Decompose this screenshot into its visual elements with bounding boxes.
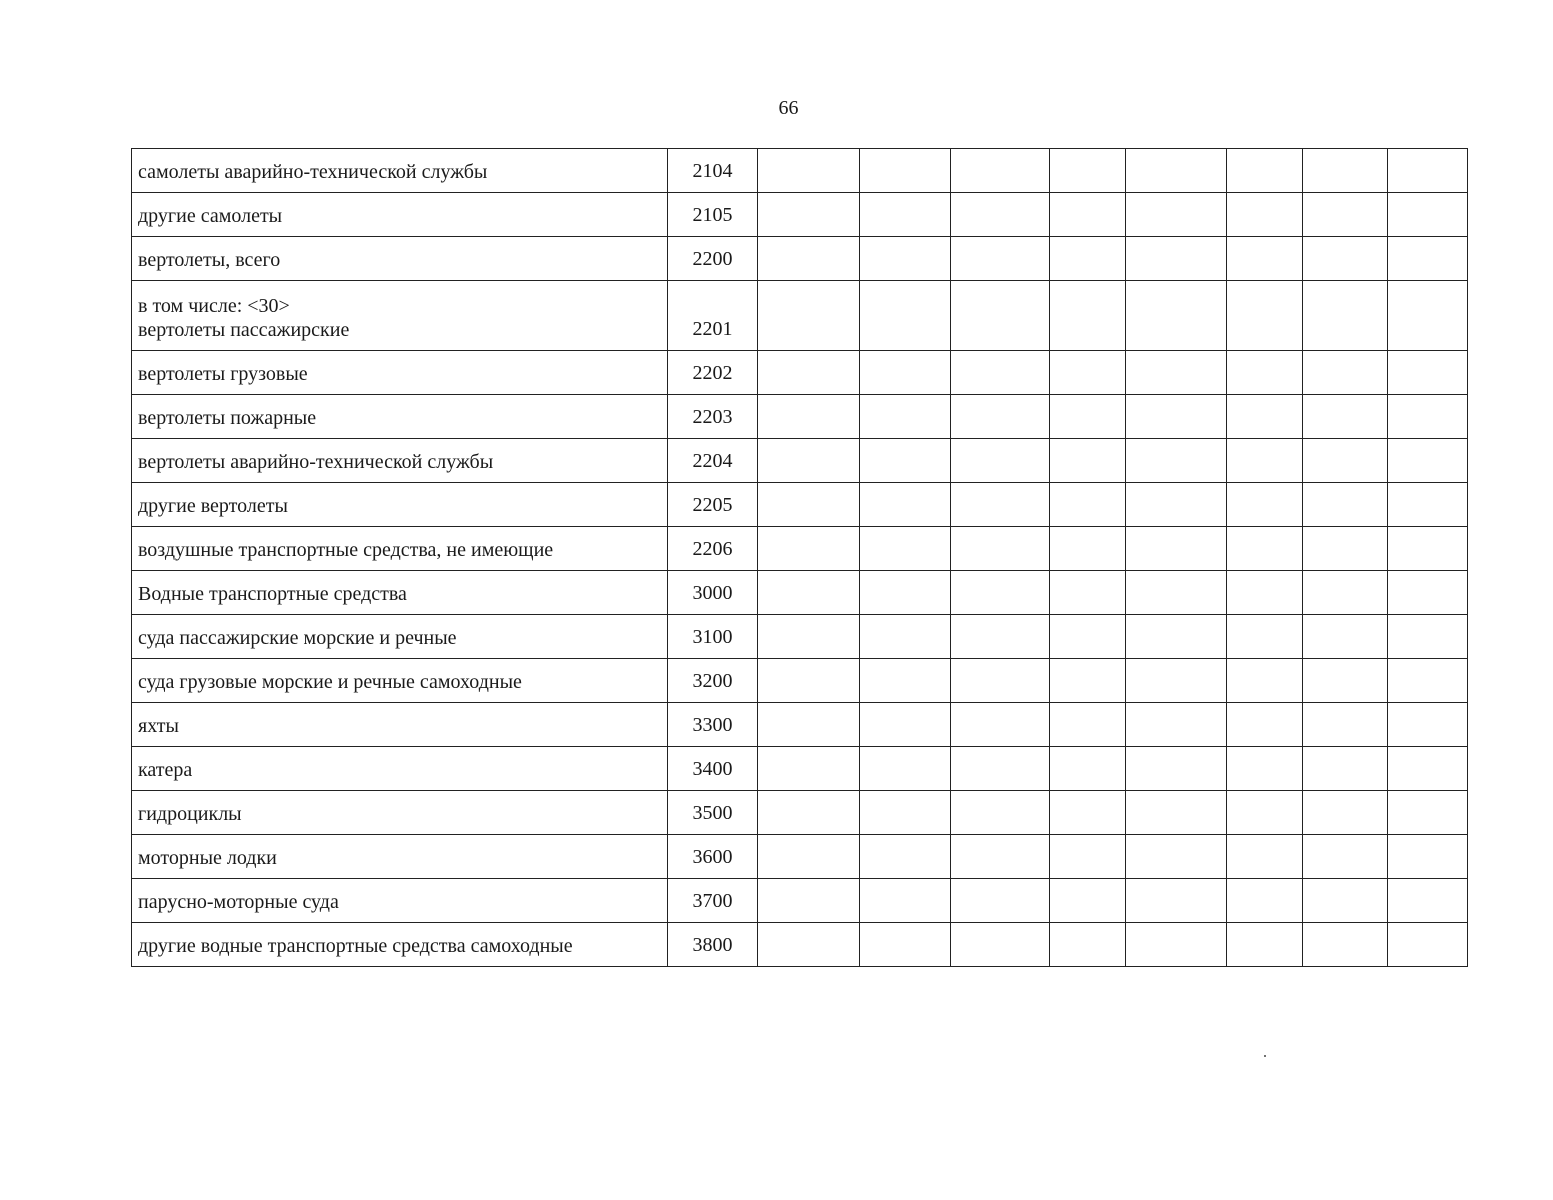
empty-data-cell[interactable] (758, 571, 860, 615)
empty-data-cell[interactable] (860, 659, 951, 703)
empty-data-cell[interactable] (758, 193, 860, 237)
empty-data-cell[interactable] (1126, 571, 1227, 615)
table-row (132, 351, 1468, 395)
empty-data-cell[interactable] (1227, 923, 1303, 967)
empty-data-cell[interactable] (758, 923, 860, 967)
row-name-cell (132, 149, 668, 193)
empty-data-cell[interactable] (1388, 571, 1468, 615)
row-code-cell: 2201 (668, 281, 758, 351)
empty-data-cell[interactable] (1126, 351, 1227, 395)
row-name-text: вертолеты аварийно-технической службы (138, 451, 494, 473)
empty-data-cell[interactable] (1388, 149, 1468, 193)
row-code-cell: 3500 (668, 791, 758, 835)
empty-data-cell[interactable] (860, 149, 951, 193)
empty-data-cell[interactable] (1227, 659, 1303, 703)
empty-data-cell[interactable] (860, 483, 951, 527)
empty-data-cell[interactable] (1388, 835, 1468, 879)
table-body (132, 149, 1468, 967)
empty-data-cell[interactable] (951, 395, 1050, 439)
empty-data-cell[interactable] (951, 439, 1050, 483)
empty-data-cell[interactable] (1303, 193, 1388, 237)
empty-data-cell[interactable] (1126, 615, 1227, 659)
empty-data-cell[interactable] (758, 439, 860, 483)
empty-data-cell[interactable] (1303, 879, 1388, 923)
row-code-cell: 3300 (668, 703, 758, 747)
empty-data-cell[interactable] (1303, 281, 1388, 351)
empty-data-cell[interactable] (951, 237, 1050, 281)
empty-data-cell[interactable] (1388, 703, 1468, 747)
empty-data-cell[interactable] (860, 571, 951, 615)
row-name-cell (132, 281, 668, 351)
empty-data-cell[interactable] (1050, 791, 1126, 835)
empty-data-cell[interactable] (1303, 527, 1388, 571)
empty-data-cell[interactable] (1126, 879, 1227, 923)
empty-data-cell[interactable] (1126, 703, 1227, 747)
empty-data-cell[interactable] (1388, 351, 1468, 395)
row-name-text: другие водные транспортные средства самоходные (138, 935, 573, 957)
empty-data-cell[interactable] (1050, 659, 1126, 703)
empty-data-cell[interactable] (951, 351, 1050, 395)
empty-data-cell[interactable] (860, 747, 951, 791)
row-code-cell: 3000 (668, 571, 758, 615)
empty-data-cell[interactable] (1227, 527, 1303, 571)
row-code-cell: 2105 (668, 193, 758, 237)
empty-data-cell[interactable] (1388, 791, 1468, 835)
vehicle-form-table (131, 148, 1468, 967)
empty-data-cell[interactable] (1126, 439, 1227, 483)
empty-data-cell[interactable] (1227, 703, 1303, 747)
row-name-cell (132, 193, 668, 237)
empty-data-cell[interactable] (1303, 791, 1388, 835)
row-code-cell: 2206 (668, 527, 758, 571)
row-name-cell (132, 615, 668, 659)
empty-data-cell[interactable] (1126, 395, 1227, 439)
row-code-cell: 3800 (668, 923, 758, 967)
row-code-cell: 2205 (668, 483, 758, 527)
empty-data-cell[interactable] (1126, 237, 1227, 281)
empty-data-cell[interactable] (1126, 281, 1227, 351)
row-code-cell: 3600 (668, 835, 758, 879)
empty-data-cell[interactable] (1227, 193, 1303, 237)
empty-data-cell[interactable] (1050, 483, 1126, 527)
row-name-cell (132, 483, 668, 527)
empty-data-cell[interactable] (1227, 281, 1303, 351)
empty-data-cell[interactable] (860, 351, 951, 395)
row-name-cell (132, 237, 668, 281)
empty-data-cell[interactable] (951, 703, 1050, 747)
row-name-text: моторные лодки (138, 847, 277, 869)
row-code-cell: 2203 (668, 395, 758, 439)
row-code-cell: 2104 (668, 149, 758, 193)
row-name-text: катера (138, 759, 193, 781)
row-name-text: самолеты аварийно-технической службы (138, 161, 488, 183)
row-name-cell (132, 703, 668, 747)
empty-data-cell[interactable] (860, 193, 951, 237)
empty-data-cell[interactable] (1050, 395, 1126, 439)
empty-data-cell[interactable] (1303, 747, 1388, 791)
row-name-cell (132, 395, 668, 439)
table-row (132, 879, 1468, 923)
empty-data-cell[interactable] (1388, 281, 1468, 351)
row-name-cell (132, 923, 668, 967)
row-name-text: гидроциклы (138, 803, 242, 825)
empty-data-cell[interactable] (1227, 835, 1303, 879)
empty-data-cell[interactable] (1227, 747, 1303, 791)
table-row (132, 923, 1468, 967)
row-code-cell: 3200 (668, 659, 758, 703)
empty-data-cell[interactable] (951, 193, 1050, 237)
empty-data-cell[interactable] (1227, 351, 1303, 395)
row-name-cell (132, 571, 668, 615)
row-name-text: другие самолеты (138, 205, 283, 227)
empty-data-cell[interactable] (1303, 237, 1388, 281)
empty-data-cell[interactable] (1126, 193, 1227, 237)
empty-data-cell[interactable] (1126, 483, 1227, 527)
table-row (132, 571, 1468, 615)
empty-data-cell[interactable] (1050, 571, 1126, 615)
empty-data-cell[interactable] (1227, 571, 1303, 615)
empty-data-cell[interactable] (951, 483, 1050, 527)
empty-data-cell[interactable] (951, 527, 1050, 571)
empty-data-cell[interactable] (1303, 483, 1388, 527)
empty-data-cell[interactable] (860, 835, 951, 879)
table-row (132, 237, 1468, 281)
page-number: 66 (778, 97, 799, 119)
row-name-cell (132, 747, 668, 791)
empty-data-cell[interactable] (1126, 791, 1227, 835)
empty-data-cell[interactable] (860, 615, 951, 659)
empty-data-cell[interactable] (758, 615, 860, 659)
empty-data-cell[interactable] (758, 395, 860, 439)
table-row (132, 281, 1468, 351)
row-name-cell (132, 659, 668, 703)
empty-data-cell[interactable] (758, 351, 860, 395)
empty-data-cell[interactable] (951, 615, 1050, 659)
row-name-text: вертолеты пассажирские (138, 319, 350, 341)
table-row (132, 193, 1468, 237)
empty-data-cell[interactable] (1303, 659, 1388, 703)
empty-data-cell[interactable] (1227, 483, 1303, 527)
empty-data-cell[interactable] (1303, 923, 1388, 967)
empty-data-cell[interactable] (758, 703, 860, 747)
empty-data-cell[interactable] (860, 237, 951, 281)
stray-mark (1264, 1055, 1266, 1057)
empty-data-cell[interactable] (951, 281, 1050, 351)
empty-data-cell[interactable] (1303, 351, 1388, 395)
row-code-cell: 2202 (668, 351, 758, 395)
empty-data-cell[interactable] (1227, 395, 1303, 439)
empty-data-cell[interactable] (1227, 791, 1303, 835)
empty-data-cell[interactable] (758, 659, 860, 703)
row-name-text: вертолеты, всего (138, 249, 281, 271)
row-code-cell: 3100 (668, 615, 758, 659)
empty-data-cell[interactable] (951, 923, 1050, 967)
table-row (132, 703, 1468, 747)
empty-data-cell[interactable] (758, 237, 860, 281)
empty-data-cell[interactable] (1388, 879, 1468, 923)
empty-data-cell[interactable] (1126, 747, 1227, 791)
row-code-cell: 3700 (668, 879, 758, 923)
row-name-text: суда пассажирские морские и речные (138, 627, 457, 649)
empty-data-cell[interactable] (1126, 923, 1227, 967)
empty-data-cell[interactable] (1227, 879, 1303, 923)
row-name-text: суда грузовые морские и речные самоходные (138, 671, 522, 693)
empty-data-cell[interactable] (1388, 659, 1468, 703)
empty-data-cell[interactable] (1126, 659, 1227, 703)
row-name-text: вертолеты грузовые (138, 363, 308, 385)
table-row (132, 439, 1468, 483)
empty-data-cell[interactable] (1303, 395, 1388, 439)
empty-data-cell[interactable] (1388, 439, 1468, 483)
row-name-text: яхты (138, 715, 179, 737)
empty-data-cell[interactable] (1388, 615, 1468, 659)
empty-data-cell[interactable] (1303, 571, 1388, 615)
table-row (132, 483, 1468, 527)
row-name-text: воздушные транспортные средства, не имеющие (138, 539, 554, 561)
empty-data-cell[interactable] (1050, 835, 1126, 879)
empty-data-cell[interactable] (1050, 351, 1126, 395)
row-name-text: другие вертолеты (138, 495, 288, 517)
empty-data-cell[interactable] (1050, 281, 1126, 351)
row-name-cell (132, 439, 668, 483)
row-name-text: парусно-моторные суда (138, 891, 339, 913)
empty-data-cell[interactable] (951, 659, 1050, 703)
empty-data-cell[interactable] (1227, 237, 1303, 281)
empty-data-cell[interactable] (758, 281, 860, 351)
empty-data-cell[interactable] (1388, 527, 1468, 571)
table-row (132, 835, 1468, 879)
table-row (132, 747, 1468, 791)
empty-data-cell[interactable] (860, 879, 951, 923)
empty-data-cell[interactable] (1050, 703, 1126, 747)
row-name-text: в том числе: <30> (138, 295, 290, 317)
empty-data-cell[interactable] (758, 149, 860, 193)
empty-data-cell[interactable] (1050, 615, 1126, 659)
empty-data-cell[interactable] (1388, 193, 1468, 237)
empty-data-cell[interactable] (951, 149, 1050, 193)
table-row (132, 791, 1468, 835)
row-name-cell (132, 527, 668, 571)
empty-data-cell[interactable] (1227, 615, 1303, 659)
row-name-cell (132, 791, 668, 835)
empty-data-cell[interactable] (1050, 747, 1126, 791)
empty-data-cell[interactable] (860, 281, 951, 351)
empty-data-cell[interactable] (1050, 923, 1126, 967)
empty-data-cell[interactable] (1126, 527, 1227, 571)
empty-data-cell[interactable] (1050, 237, 1126, 281)
empty-data-cell[interactable] (1126, 149, 1227, 193)
empty-data-cell[interactable] (860, 395, 951, 439)
empty-data-cell[interactable] (758, 747, 860, 791)
empty-data-cell[interactable] (1050, 879, 1126, 923)
empty-data-cell[interactable] (1303, 439, 1388, 483)
table-row (132, 395, 1468, 439)
row-code-cell: 3400 (668, 747, 758, 791)
empty-data-cell[interactable] (1388, 923, 1468, 967)
empty-data-cell[interactable] (951, 835, 1050, 879)
row-name-cell (132, 351, 668, 395)
empty-data-cell[interactable] (758, 483, 860, 527)
table-row (132, 659, 1468, 703)
empty-data-cell[interactable] (1303, 703, 1388, 747)
empty-data-cell[interactable] (1303, 615, 1388, 659)
empty-data-cell[interactable] (758, 791, 860, 835)
row-code-cell: 2204 (668, 439, 758, 483)
empty-data-cell[interactable] (860, 439, 951, 483)
empty-data-cell[interactable] (1227, 439, 1303, 483)
empty-data-cell[interactable] (1388, 747, 1468, 791)
empty-data-cell[interactable] (1126, 835, 1227, 879)
empty-data-cell[interactable] (860, 923, 951, 967)
empty-data-cell[interactable] (1050, 439, 1126, 483)
empty-data-cell[interactable] (951, 571, 1050, 615)
empty-data-cell[interactable] (1050, 527, 1126, 571)
table-row (132, 527, 1468, 571)
empty-data-cell[interactable] (951, 747, 1050, 791)
empty-data-cell[interactable] (1303, 835, 1388, 879)
empty-data-cell[interactable] (1227, 149, 1303, 193)
row-name-cell (132, 879, 668, 923)
empty-data-cell[interactable] (1388, 483, 1468, 527)
table-row (132, 149, 1468, 193)
empty-data-cell[interactable] (1050, 193, 1126, 237)
empty-data-cell[interactable] (1050, 149, 1126, 193)
empty-data-cell[interactable] (951, 791, 1050, 835)
empty-data-cell[interactable] (860, 703, 951, 747)
row-name-cell (132, 835, 668, 879)
empty-data-cell[interactable] (860, 791, 951, 835)
row-name-text: Водные транспортные средства (138, 583, 407, 605)
empty-data-cell[interactable] (1388, 395, 1468, 439)
empty-data-cell[interactable] (758, 835, 860, 879)
empty-data-cell[interactable] (758, 527, 860, 571)
empty-data-cell[interactable] (1388, 237, 1468, 281)
empty-data-cell[interactable] (860, 527, 951, 571)
empty-data-cell[interactable] (758, 879, 860, 923)
empty-data-cell[interactable] (951, 879, 1050, 923)
row-name-text: вертолеты пожарные (138, 407, 317, 429)
table-row (132, 615, 1468, 659)
row-code-cell: 2200 (668, 237, 758, 281)
empty-data-cell[interactable] (1303, 149, 1388, 193)
